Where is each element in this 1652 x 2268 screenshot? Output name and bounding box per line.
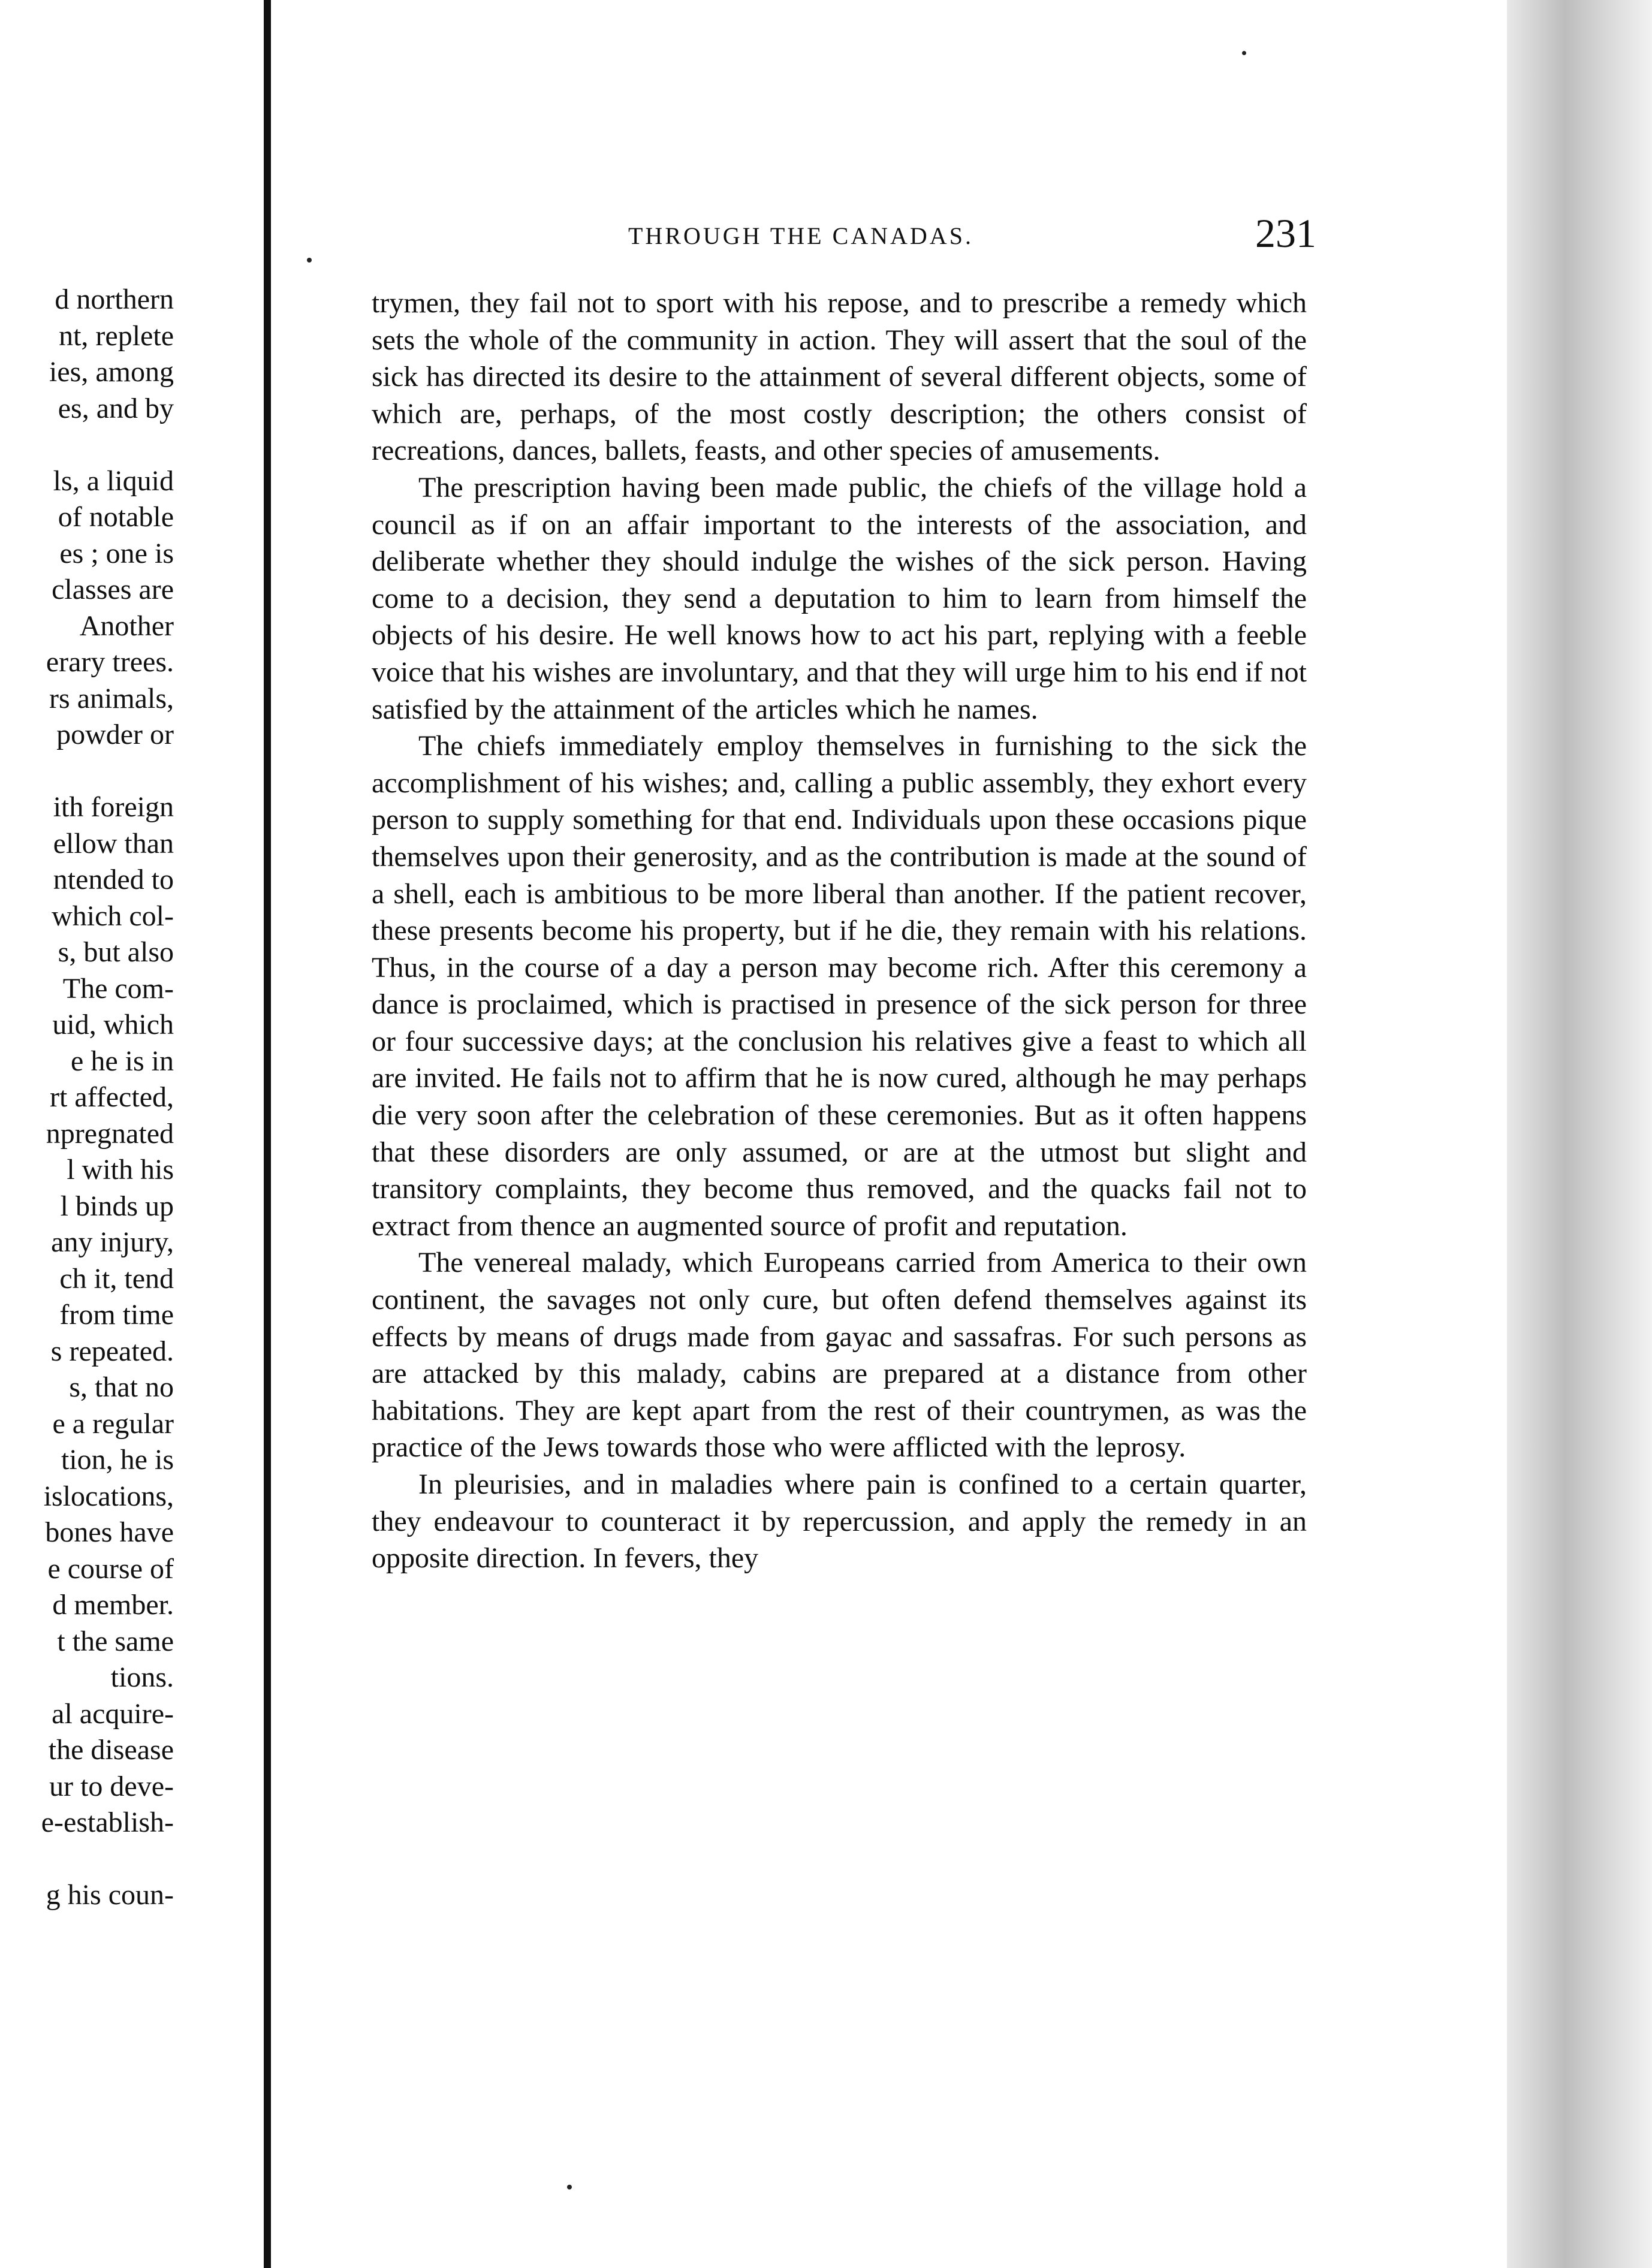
left-page-line: l with his — [67, 1154, 174, 1186]
page-edge — [1507, 0, 1652, 2268]
body-text — [372, 285, 1307, 1577]
left-page-line: tions. — [110, 1661, 174, 1693]
paragraph: The chiefs immediately employ themselves in furnishing to the sick the accomplishment of his wishes; and, calling a public assembly, they exhort every person to supply something for that end. Individuals upon these occasions pique themselves upon their generosity, and as the contribution is made at the sound of a shell, each is ambitious to be more liberal than another. If the patient recover, these presents become his property, but if he die, they remain with his relations. Thus, in the course of a day a person may become rich. After this ceremony a dance is proclaimed, which is practised in presence of the sick person for three or four successive days; at the conclusion his relatives give a feast to which all are invited. He fails not to affirm that he is now cured, although he may perhaps die very soon after the celebration of these ceremonies. But as it often happens that these disorders are only assumed, or are at the utmost but slight and transitory complaints, they become thus removed, and the quacks fail not to extract from thence an augmented source of profit and reputation. — [372, 730, 1307, 1242]
left-page-line: bones have — [45, 1516, 174, 1548]
left-page-line: rs animals, — [49, 682, 174, 714]
left-page-line: which col- — [52, 900, 174, 932]
left-page-line: npregnated — [46, 1117, 174, 1150]
left-page-line: s, that no — [69, 1371, 174, 1403]
left-page-line: es ; one is — [59, 537, 174, 569]
left-page-line: e a regular — [52, 1407, 174, 1440]
left-page-line: Another — [79, 610, 174, 642]
left-page-line: l binds up — [60, 1190, 174, 1222]
paragraph: In pleurisies, and in maladies where pain is confined to a certain quarter, they endeavour to counteract it by repercussion, and apply the remedy in an opposite direction. In fevers, they — [372, 1468, 1307, 1575]
left-page-line: from time — [59, 1299, 174, 1331]
left-page-line: e he is in — [71, 1045, 174, 1077]
left-page-line: es, and by — [58, 392, 174, 424]
left-page-line: ies, among — [49, 356, 174, 388]
left-page-line: classes are — [52, 574, 174, 605]
left-page-line: g his coun- — [46, 1879, 174, 1911]
left-page-line: the disease — [48, 1734, 174, 1766]
left-page-line: rt affected, — [50, 1081, 174, 1113]
left-page-line: s repeated. — [50, 1335, 174, 1367]
left-page-line: uid, which — [52, 1009, 174, 1040]
left-page-line: any injury, — [51, 1226, 174, 1258]
left-page-line: s, but also — [58, 936, 174, 968]
print-speck — [1242, 51, 1246, 55]
left-page-line: powder or — [56, 719, 174, 750]
left-page-line: ch it, tend — [59, 1262, 174, 1295]
paragraph: trymen, they fail not to sport with his repose, and to prescribe a remedy which sets the whole of the community in action. They will assert that the soul of the sick has directed its desire to the attainment of several different objects, some of which are, perhaps, of the most costly description; the others consist of recreations, dances, ballets, feasts, and other species of amusements. — [372, 287, 1307, 467]
left-page-line: t the same — [57, 1625, 174, 1657]
left-page-line: nt, replete — [59, 319, 174, 352]
book-gutter — [264, 0, 271, 2268]
left-page-line: erary trees. — [46, 646, 174, 678]
left-page-line: The com- — [62, 972, 174, 1005]
left-page-line: ith foreign — [53, 791, 174, 823]
left-page-line: islocations, — [43, 1480, 174, 1512]
left-page-line: ur to deve- — [49, 1770, 174, 1802]
left-page-line: e-establish- — [41, 1806, 174, 1838]
left-page-line — [0, 753, 174, 790]
left-page-line — [0, 1841, 174, 1878]
left-page-line: of notable — [58, 501, 174, 533]
left-page-text — [0, 282, 174, 1914]
left-page-line: al acquire- — [52, 1697, 174, 1730]
left-page-line: d member. — [52, 1589, 174, 1621]
left-page-fragment — [0, 0, 264, 2268]
left-page-line: d northern — [55, 284, 174, 315]
page-number: 231 — [1255, 210, 1316, 256]
left-page-line — [0, 427, 174, 463]
left-page-line: e course of — [47, 1552, 174, 1585]
print-speck — [567, 2185, 572, 2189]
print-speck — [307, 258, 312, 263]
left-page-line: ntended to — [53, 864, 174, 895]
paragraph: The venereal malady, which Europeans carried from America to their own continent, the savages not only cure, but often defend themselves against its effects by means of drugs made from gayac and sassafras. For such persons as are attacked by this malady, cabins are prepared at a distance from other habitations. They are kept apart from the rest of their countrymen, as was the practice of the Jews towards those who were afflicted with the leprosy. — [372, 1247, 1307, 1464]
left-page-line: ellow than — [53, 827, 174, 859]
paragraph: The prescription having been made public, the chiefs of the village hold a council as if on an affair important to the interests of the association, and deliberate whether they should indulge the wishes of the sick person. Having come to a decision, they send a deputation to him to learn from himself the objects of his desire. He well knows how to act his part, replying with a feeble voice that his wishes are involuntary, and that they will urge him to his end if not satisfied by the attainment of the articles which he names. — [372, 471, 1307, 725]
left-page-line: ls, a liquid — [53, 465, 174, 497]
running-head: THROUGH THE CANADAS. — [628, 222, 973, 249]
left-page-line: tion, he is — [61, 1444, 174, 1476]
